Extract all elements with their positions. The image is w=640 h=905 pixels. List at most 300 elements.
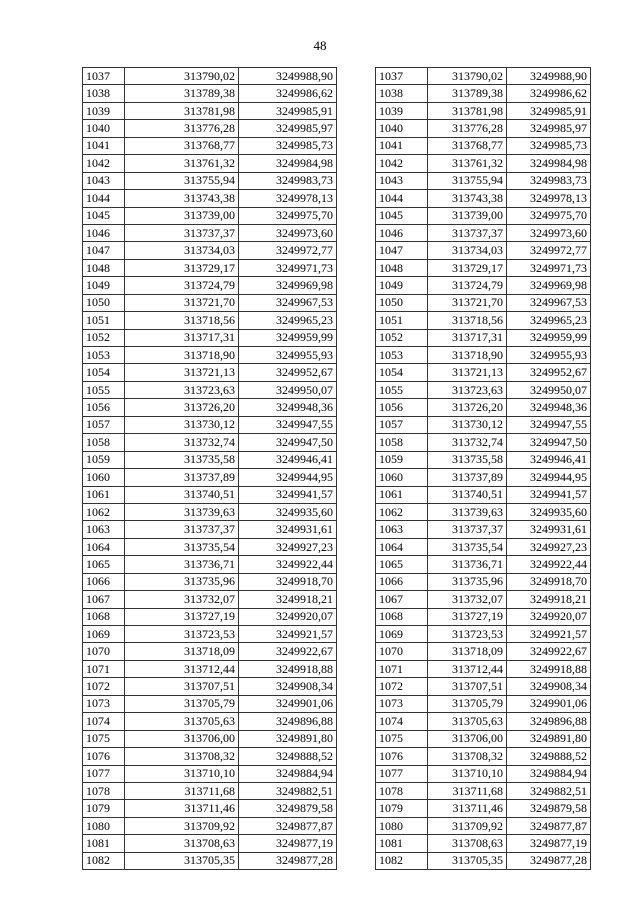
table-row [83,573,337,590]
y-coordinate-cell: 3249941,57 [507,486,591,503]
table-row [376,730,591,747]
point-number-cell: 1079 [376,800,428,817]
y-coordinate-cell: 3249955,93 [239,347,337,364]
point-number-cell: 1074 [376,713,428,730]
table-row [83,748,337,765]
point-number-cell: 1077 [376,765,428,782]
x-coordinate-cell: 313790,02 [428,68,507,85]
y-coordinate-cell: 3249965,23 [239,312,337,329]
x-coordinate-cell: 313712,44 [125,660,239,677]
y-coordinate-cell: 3249985,97 [507,120,591,137]
table-row [376,469,591,486]
y-coordinate-cell: 3249965,23 [507,312,591,329]
point-number-cell: 1062 [376,503,428,520]
table-row [376,381,591,398]
table-row [83,591,337,608]
table-row [376,242,591,259]
x-coordinate-cell: 313710,10 [428,765,507,782]
table-row [83,835,337,852]
y-coordinate-cell: 3249973,60 [239,224,337,241]
table-row [83,556,337,573]
y-coordinate-cell: 3249948,36 [239,399,337,416]
table-row [376,765,591,782]
x-coordinate-cell: 313755,94 [125,172,239,189]
y-coordinate-cell: 3249986,62 [239,85,337,102]
x-coordinate-cell: 313718,56 [125,312,239,329]
coordinates-table-right [375,67,591,870]
y-coordinate-cell: 3249921,57 [507,626,591,643]
x-coordinate-cell: 313718,09 [125,643,239,660]
coordinates-table-left [82,67,337,870]
table-row [376,399,591,416]
x-coordinate-cell: 313721,13 [125,364,239,381]
x-coordinate-cell: 313721,70 [428,294,507,311]
x-coordinate-cell: 313723,63 [428,381,507,398]
table-row [376,190,591,207]
point-number-cell: 1058 [376,434,428,451]
table-row [376,416,591,433]
x-coordinate-cell: 313776,28 [428,120,507,137]
y-coordinate-cell: 3249971,73 [239,259,337,276]
point-number-cell: 1045 [83,207,125,224]
y-coordinate-cell: 3249884,94 [239,765,337,782]
table-row [83,190,337,207]
y-coordinate-cell: 3249918,88 [239,660,337,677]
table-row [376,294,591,311]
x-coordinate-cell: 313781,98 [428,102,507,119]
y-coordinate-cell: 3249955,93 [507,347,591,364]
point-number-cell: 1061 [376,486,428,503]
x-coordinate-cell: 313736,71 [125,556,239,573]
y-coordinate-cell: 3249877,19 [239,835,337,852]
point-number-cell: 1080 [376,817,428,834]
x-coordinate-cell: 313729,17 [428,259,507,276]
x-coordinate-cell: 313768,77 [428,137,507,154]
point-number-cell: 1045 [376,207,428,224]
y-coordinate-cell: 3249941,57 [239,486,337,503]
y-coordinate-cell: 3249908,34 [239,678,337,695]
point-number-cell: 1055 [83,381,125,398]
x-coordinate-cell: 313735,96 [428,573,507,590]
y-coordinate-cell: 3249882,51 [507,782,591,799]
table-row [83,538,337,555]
y-coordinate-cell: 3249896,88 [507,713,591,730]
y-coordinate-cell: 3249927,23 [239,538,337,555]
y-coordinate-cell: 3249967,53 [239,294,337,311]
y-coordinate-cell: 3249948,36 [507,399,591,416]
y-coordinate-cell: 3249884,94 [507,765,591,782]
table-row [376,155,591,172]
y-coordinate-cell: 3249918,21 [239,591,337,608]
y-coordinate-cell: 3249985,91 [239,102,337,119]
point-number-cell: 1078 [83,782,125,799]
x-coordinate-cell: 313718,56 [428,312,507,329]
table-row [83,730,337,747]
table-row [83,800,337,817]
x-coordinate-cell: 313743,38 [125,190,239,207]
x-coordinate-cell: 313705,79 [125,695,239,712]
x-coordinate-cell: 313705,63 [125,713,239,730]
y-coordinate-cell: 3249908,34 [507,678,591,695]
x-coordinate-cell: 313708,63 [125,835,239,852]
x-coordinate-cell: 313726,20 [125,399,239,416]
y-coordinate-cell: 3249952,67 [239,364,337,381]
point-number-cell: 1043 [83,172,125,189]
point-number-cell: 1074 [83,713,125,730]
point-number-cell: 1082 [83,852,125,869]
y-coordinate-cell: 3249947,55 [507,416,591,433]
point-number-cell: 1063 [83,521,125,538]
table-row [376,521,591,538]
point-number-cell: 1070 [376,643,428,660]
x-coordinate-cell: 313735,54 [125,538,239,555]
x-coordinate-cell: 313726,20 [428,399,507,416]
y-coordinate-cell: 3249888,52 [239,748,337,765]
table-row [83,224,337,241]
table-row [376,748,591,765]
table-row [83,312,337,329]
y-coordinate-cell: 3249959,99 [239,329,337,346]
y-coordinate-cell: 3249918,21 [507,591,591,608]
y-coordinate-cell: 3249920,07 [507,608,591,625]
point-number-cell: 1076 [83,748,125,765]
table-row [376,102,591,119]
x-coordinate-cell: 313718,90 [125,347,239,364]
x-coordinate-cell: 313706,00 [428,730,507,747]
y-coordinate-cell: 3249984,98 [239,155,337,172]
y-coordinate-cell: 3249946,41 [507,451,591,468]
x-coordinate-cell: 313707,51 [428,678,507,695]
y-coordinate-cell: 3249922,67 [507,643,591,660]
y-coordinate-cell: 3249978,13 [239,190,337,207]
point-number-cell: 1056 [376,399,428,416]
point-number-cell: 1042 [83,155,125,172]
y-coordinate-cell: 3249922,67 [239,643,337,660]
point-number-cell: 1081 [83,835,125,852]
table-row [376,817,591,834]
table-row [376,782,591,799]
table-row [376,172,591,189]
x-coordinate-cell: 313711,46 [125,800,239,817]
table-row [83,678,337,695]
x-coordinate-cell: 313727,19 [125,608,239,625]
table-row [83,451,337,468]
x-coordinate-cell: 313735,58 [428,451,507,468]
y-coordinate-cell: 3249947,55 [239,416,337,433]
y-coordinate-cell: 3249944,95 [239,469,337,486]
x-coordinate-cell: 313732,07 [125,591,239,608]
y-coordinate-cell: 3249931,61 [507,521,591,538]
point-number-cell: 1054 [83,364,125,381]
point-number-cell: 1079 [83,800,125,817]
point-number-cell: 1069 [83,626,125,643]
x-coordinate-cell: 313730,12 [428,416,507,433]
table-row [83,277,337,294]
point-number-cell: 1082 [376,852,428,869]
table-row [376,660,591,677]
y-coordinate-cell: 3249985,73 [507,137,591,154]
x-coordinate-cell: 313718,09 [428,643,507,660]
y-coordinate-cell: 3249986,62 [507,85,591,102]
table-row [376,451,591,468]
table-row [376,364,591,381]
point-number-cell: 1071 [83,660,125,677]
x-coordinate-cell: 313734,03 [428,242,507,259]
table-row [83,713,337,730]
table-row [83,172,337,189]
table-row [376,835,591,852]
x-coordinate-cell: 313705,79 [428,695,507,712]
x-coordinate-cell: 313729,17 [125,259,239,276]
table-row [83,347,337,364]
y-coordinate-cell: 3249973,60 [507,224,591,241]
y-coordinate-cell: 3249967,53 [507,294,591,311]
y-coordinate-cell: 3249877,19 [507,835,591,852]
point-number-cell: 1057 [376,416,428,433]
table-row [376,85,591,102]
point-number-cell: 1075 [376,730,428,747]
table-row [83,68,337,85]
point-number-cell: 1065 [83,556,125,573]
x-coordinate-cell: 313732,74 [125,434,239,451]
y-coordinate-cell: 3249971,73 [507,259,591,276]
table-row [376,556,591,573]
table-row [376,695,591,712]
table-row [83,643,337,660]
x-coordinate-cell: 313711,68 [125,782,239,799]
x-coordinate-cell: 313717,31 [125,329,239,346]
point-number-cell: 1067 [83,591,125,608]
x-coordinate-cell: 313740,51 [125,486,239,503]
y-coordinate-cell: 3249950,07 [239,381,337,398]
table-row [376,120,591,137]
table-row [83,765,337,782]
y-coordinate-cell: 3249896,88 [239,713,337,730]
x-coordinate-cell: 313739,63 [125,503,239,520]
x-coordinate-cell: 313727,19 [428,608,507,625]
x-coordinate-cell: 313735,54 [428,538,507,555]
x-coordinate-cell: 313739,00 [428,207,507,224]
table-row [376,259,591,276]
table-row [376,224,591,241]
point-number-cell: 1066 [376,573,428,590]
point-number-cell: 1037 [376,68,428,85]
y-coordinate-cell: 3249985,97 [239,120,337,137]
y-coordinate-cell: 3249983,73 [239,172,337,189]
y-coordinate-cell: 3249983,73 [507,172,591,189]
x-coordinate-cell: 313706,00 [125,730,239,747]
table-row [83,207,337,224]
y-coordinate-cell: 3249879,58 [507,800,591,817]
x-coordinate-cell: 313708,32 [428,748,507,765]
y-coordinate-cell: 3249879,58 [239,800,337,817]
x-coordinate-cell: 313705,35 [428,852,507,869]
table-row [376,503,591,520]
point-number-cell: 1068 [376,608,428,625]
y-coordinate-cell: 3249877,87 [239,817,337,834]
point-number-cell: 1041 [376,137,428,154]
x-coordinate-cell: 313743,38 [428,190,507,207]
table-row [376,608,591,625]
point-number-cell: 1072 [376,678,428,695]
point-number-cell: 1073 [83,695,125,712]
x-coordinate-cell: 313740,51 [428,486,507,503]
table-row [376,678,591,695]
x-coordinate-cell: 313711,68 [428,782,507,799]
point-number-cell: 1051 [83,312,125,329]
x-coordinate-cell: 313737,89 [428,469,507,486]
point-number-cell: 1047 [83,242,125,259]
table-row [376,643,591,660]
point-number-cell: 1075 [83,730,125,747]
table-row [376,486,591,503]
x-coordinate-cell: 313709,92 [125,817,239,834]
point-number-cell: 1044 [376,190,428,207]
x-coordinate-cell: 313705,63 [428,713,507,730]
point-number-cell: 1070 [83,643,125,660]
y-coordinate-cell: 3249882,51 [239,782,337,799]
y-coordinate-cell: 3249918,70 [239,573,337,590]
table-row [83,503,337,520]
y-coordinate-cell: 3249988,90 [507,68,591,85]
y-coordinate-cell: 3249978,13 [507,190,591,207]
point-number-cell: 1048 [83,259,125,276]
table-row [376,852,591,869]
x-coordinate-cell: 313711,46 [428,800,507,817]
point-number-cell: 1038 [376,85,428,102]
x-coordinate-cell: 313737,37 [428,224,507,241]
point-number-cell: 1059 [83,451,125,468]
y-coordinate-cell: 3249972,77 [507,242,591,259]
x-coordinate-cell: 313730,12 [125,416,239,433]
x-coordinate-cell: 313761,32 [428,155,507,172]
table-row [376,207,591,224]
x-coordinate-cell: 313789,38 [125,85,239,102]
table-row [83,120,337,137]
point-number-cell: 1069 [376,626,428,643]
y-coordinate-cell: 3249985,73 [239,137,337,154]
y-coordinate-cell: 3249922,44 [507,556,591,573]
table-row [83,294,337,311]
table-row [83,399,337,416]
x-coordinate-cell: 313718,90 [428,347,507,364]
point-number-cell: 1041 [83,137,125,154]
y-coordinate-cell: 3249920,07 [239,608,337,625]
y-coordinate-cell: 3249901,06 [239,695,337,712]
x-coordinate-cell: 313737,37 [125,224,239,241]
y-coordinate-cell: 3249988,90 [239,68,337,85]
x-coordinate-cell: 313717,31 [428,329,507,346]
point-number-cell: 1081 [376,835,428,852]
point-number-cell: 1073 [376,695,428,712]
point-number-cell: 1064 [83,538,125,555]
y-coordinate-cell: 3249950,07 [507,381,591,398]
table-row [83,521,337,538]
x-coordinate-cell: 313776,28 [125,120,239,137]
point-number-cell: 1065 [376,556,428,573]
point-number-cell: 1048 [376,259,428,276]
x-coordinate-cell: 313739,63 [428,503,507,520]
point-number-cell: 1060 [83,469,125,486]
point-number-cell: 1058 [83,434,125,451]
table-row [83,416,337,433]
y-coordinate-cell: 3249975,70 [239,207,337,224]
point-number-cell: 1061 [83,486,125,503]
y-coordinate-cell: 3249877,87 [507,817,591,834]
x-coordinate-cell: 313739,00 [125,207,239,224]
y-coordinate-cell: 3249891,80 [507,730,591,747]
point-number-cell: 1051 [376,312,428,329]
point-number-cell: 1056 [83,399,125,416]
x-coordinate-cell: 313707,51 [125,678,239,695]
point-number-cell: 1076 [376,748,428,765]
point-number-cell: 1047 [376,242,428,259]
table-row [83,137,337,154]
table-row [376,626,591,643]
point-number-cell: 1059 [376,451,428,468]
point-number-cell: 1046 [83,224,125,241]
table-row [83,242,337,259]
y-coordinate-cell: 3249888,52 [507,748,591,765]
table-row [83,486,337,503]
point-number-cell: 1060 [376,469,428,486]
x-coordinate-cell: 313755,94 [428,172,507,189]
y-coordinate-cell: 3249918,88 [507,660,591,677]
table-row [83,155,337,172]
y-coordinate-cell: 3249985,91 [507,102,591,119]
page-number: 48 [313,38,327,53]
table-row [83,364,337,381]
point-number-cell: 1063 [376,521,428,538]
y-coordinate-cell: 3249952,67 [507,364,591,381]
point-number-cell: 1046 [376,224,428,241]
table-row [376,538,591,555]
point-number-cell: 1054 [376,364,428,381]
table-row [376,68,591,85]
table-row [83,852,337,869]
x-coordinate-cell: 313724,79 [428,277,507,294]
point-number-cell: 1067 [376,591,428,608]
x-coordinate-cell: 313737,89 [125,469,239,486]
point-number-cell: 1057 [83,416,125,433]
y-coordinate-cell: 3249918,70 [507,573,591,590]
point-number-cell: 1042 [376,155,428,172]
table-row [83,817,337,834]
point-number-cell: 1062 [83,503,125,520]
point-number-cell: 1040 [376,120,428,137]
point-number-cell: 1039 [376,102,428,119]
x-coordinate-cell: 313708,32 [125,748,239,765]
table-row [376,137,591,154]
x-coordinate-cell: 313732,07 [428,591,507,608]
point-number-cell: 1053 [83,347,125,364]
table-row [83,469,337,486]
x-coordinate-cell: 313790,02 [125,68,239,85]
table-row [376,800,591,817]
x-coordinate-cell: 313712,44 [428,660,507,677]
x-coordinate-cell: 313735,96 [125,573,239,590]
x-coordinate-cell: 313724,79 [125,277,239,294]
y-coordinate-cell: 3249944,95 [507,469,591,486]
table-row [376,312,591,329]
y-coordinate-cell: 3249877,28 [507,852,591,869]
y-coordinate-cell: 3249901,06 [507,695,591,712]
y-coordinate-cell: 3249946,41 [239,451,337,468]
y-coordinate-cell: 3249877,28 [239,852,337,869]
y-coordinate-cell: 3249947,50 [239,434,337,451]
x-coordinate-cell: 313705,35 [125,852,239,869]
y-coordinate-cell: 3249975,70 [507,207,591,224]
